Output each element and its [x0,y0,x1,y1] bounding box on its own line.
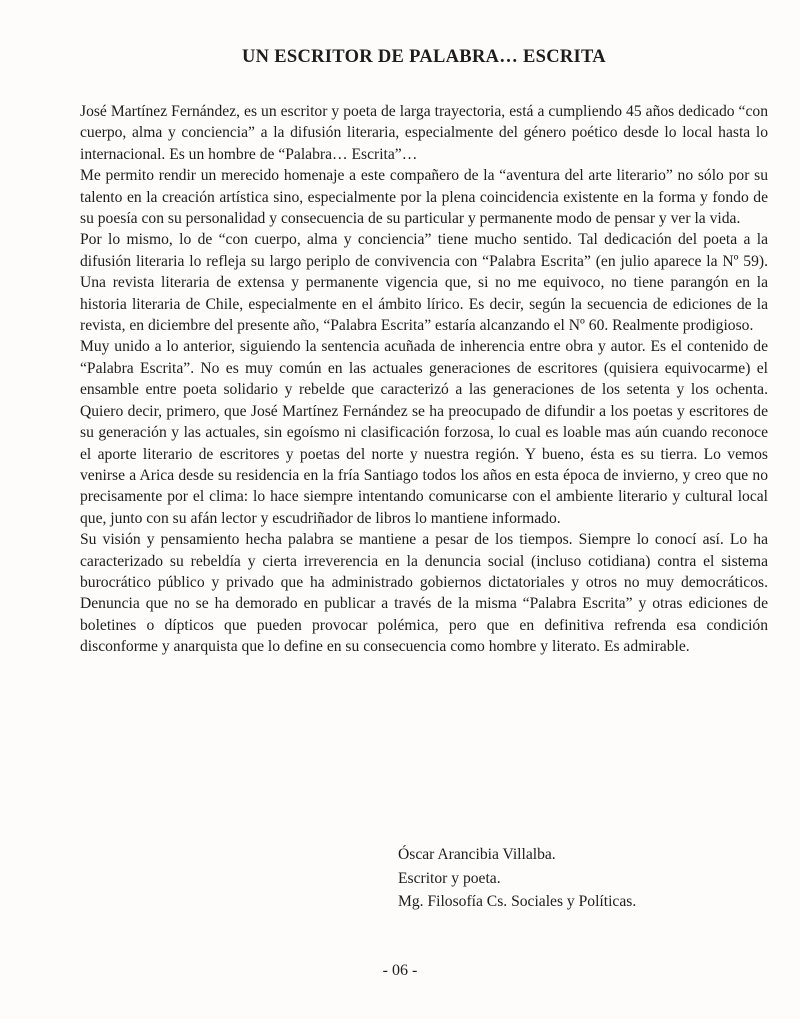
author-name: Óscar Arancibia Villalba. [398,846,556,863]
paragraph-3: Por lo mismo, lo de “con cuerpo, alma y conciencia” tiene mucho sentido. Tal dedicación del poeta a la difusión literaria lo refleja su largo periplo de convivencia con “Palabra Escrita” (en julio aparece la Nº 59). Una revista literaria de extensa y permanente vigencia que, si no me equivoco, no tiene parangón en la historia literaria de Chile, especialmente en el ámbito lírico. Es decir, según la secuencia de ediciones de la revista, en diciembre del presente año, “Palabra Escrita” estaría alcanzando el Nº 60. Realmente prodigioso. [80,231,768,335]
author-degree: Mg. Filosofía Cs. Sociales y Políticas. [398,893,637,910]
paragraph-1: José Martínez Fernández, es un escritor y poeta de larga trayectoria, está a cumpliendo 45 años dedicado “con cuerpo, alma y conciencia” a la difusión literaria, especialmente del género poético desde lo local hasta lo internacional. Es un hombre de “Palabra… Escrita”… [80,103,768,163]
article-title: UN ESCRITOR DE PALABRA… ESCRITA [242,47,606,67]
article [80,45,768,658]
page-number: - 06 - [382,962,418,979]
paragraph-5: Su visión y pensamiento hecha palabra se mantiene a pesar de los tiempos. Siempre lo conocí así. Lo ha caracterizado su rebeldía y cierta irreverencia en la denuncia social (incluso cotidiana) contra el sistema burocrático público y privado que ha administrado gobiernos dictatoriales y otros no muy democráticos. Denuncia que no se ha demorado en publicar a través de la misma “Palabra Escrita” y otras ediciones de boletines o dípticos que pueden provocar polémica, pero que en definitiva refrenda esa condición disconforme y anarquista que lo define en su consecuencia como hombre y literato. Es admirable. [80,531,768,656]
signature-block [398,843,636,914]
paragraph-4: Muy unido a lo anterior, siguiendo la sentencia acuñada de inherencia entre obra y autor. Es el contenido de “Palabra Escrita”. No es muy común en las actuales generaciones de escritores (quisiera equivocarme) el ensamble entre poeta solidario y rebelde que caracterizó a las generaciones de los setenta y los ochenta. Quiero decir, primero, que José Martínez Fernández se ha preocupado de difundir a los poetas y escritores de su generación y las actuales, sin egoísmo ni clasificación forzosa, lo cual es loable mas aún cuando reconoce el aporte literario de escritores y poetas del norte y nuestra región. Y bueno, ésta es su tierra. Lo vemos venirse a Arica desde su residencia en la fría Santiago todos los años en esta época de invierno, y creo que no precisamente por el clima: lo hace siempre intentando comunicarse con el ambiente literario y cultural local que, junto con su afán lector y escudriñador de libros lo mantiene informado. [80,338,768,527]
author-role: Escritor y poeta. [398,869,501,887]
paragraph-2: Me permito rendir un merecido homenaje a este compañero de la “aventura del arte literario” no sólo por su talento en la creación artística sino, especialmente por la plena coincidencia existente en la forma y fondo de su poesía con su personalidad y consecuencia de su particular y permanente modo de pensar y ver la vida. [80,167,768,228]
